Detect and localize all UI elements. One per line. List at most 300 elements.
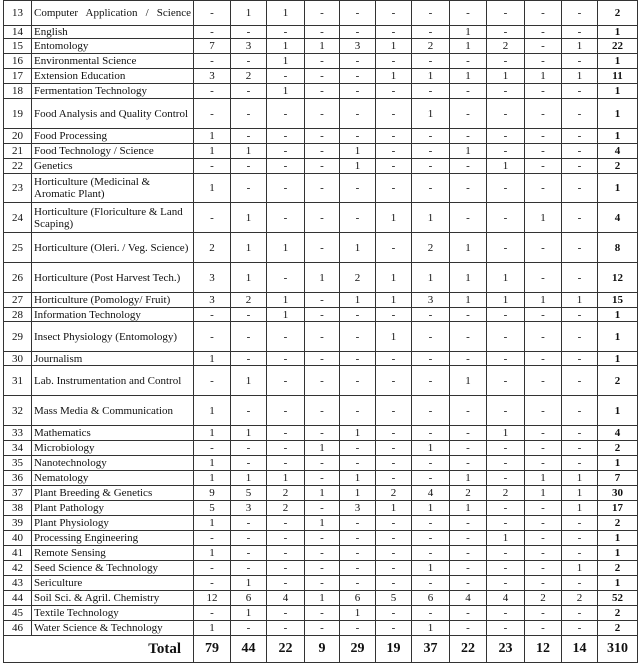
count-cell: - xyxy=(305,144,340,159)
subject-name: Plant Breeding & Genetics xyxy=(32,486,194,501)
count-cell: - xyxy=(525,1,562,26)
count-cell: - xyxy=(340,174,376,203)
count-cell: - xyxy=(525,606,562,621)
count-cell: 1 xyxy=(340,159,376,174)
total-count-cell: 19 xyxy=(376,636,412,663)
count-cell: - xyxy=(450,621,487,636)
count-cell: - xyxy=(412,322,450,352)
table-row xyxy=(4,591,638,606)
count-cell: - xyxy=(376,546,412,561)
count-cell: - xyxy=(376,561,412,576)
count-cell: - xyxy=(305,69,340,84)
count-cell: - xyxy=(562,174,598,203)
count-cell: - xyxy=(376,1,412,26)
count-cell: - xyxy=(194,84,231,99)
row-total: 22 xyxy=(598,39,638,54)
count-cell: 1 xyxy=(231,203,267,233)
row-number: 41 xyxy=(4,546,32,561)
count-cell: - xyxy=(450,352,487,366)
count-cell: 1 xyxy=(412,501,450,516)
row-total: 1 xyxy=(598,54,638,69)
count-cell: - xyxy=(487,233,525,263)
count-cell: - xyxy=(340,26,376,39)
count-cell: 1 xyxy=(487,293,525,308)
count-cell: - xyxy=(412,531,450,546)
count-cell: - xyxy=(305,203,340,233)
count-cell: - xyxy=(562,308,598,322)
count-cell: 1 xyxy=(376,39,412,54)
row-number: 36 xyxy=(4,471,32,486)
count-cell: - xyxy=(562,516,598,531)
count-cell: 1 xyxy=(525,293,562,308)
count-cell: - xyxy=(412,366,450,396)
count-cell: - xyxy=(376,129,412,144)
count-cell: - xyxy=(487,308,525,322)
row-number: 37 xyxy=(4,486,32,501)
row-number: 44 xyxy=(4,591,32,606)
count-cell: 1 xyxy=(267,84,305,99)
table-row xyxy=(4,99,638,129)
count-cell: - xyxy=(525,159,562,174)
row-total: 30 xyxy=(598,486,638,501)
count-cell: - xyxy=(231,531,267,546)
count-cell: 1 xyxy=(562,486,598,501)
count-cell: - xyxy=(376,144,412,159)
count-cell: - xyxy=(487,366,525,396)
count-cell: - xyxy=(340,84,376,99)
count-cell: - xyxy=(305,293,340,308)
count-cell: - xyxy=(376,174,412,203)
count-cell: 1 xyxy=(412,203,450,233)
total-count-cell: 37 xyxy=(412,636,450,663)
row-total: 4 xyxy=(598,144,638,159)
count-cell: - xyxy=(450,84,487,99)
count-cell: - xyxy=(525,501,562,516)
count-cell: 1 xyxy=(487,69,525,84)
count-cell: - xyxy=(412,576,450,591)
count-cell: - xyxy=(487,546,525,561)
total-count-cell: 12 xyxy=(525,636,562,663)
subject-name: Plant Pathology xyxy=(32,501,194,516)
count-cell: - xyxy=(267,621,305,636)
count-cell: - xyxy=(525,352,562,366)
count-cell: - xyxy=(305,26,340,39)
subject-name: Mass Media & Communication xyxy=(32,396,194,426)
count-cell: - xyxy=(194,531,231,546)
count-cell: - xyxy=(305,471,340,486)
count-cell: 1 xyxy=(450,26,487,39)
count-cell: 1 xyxy=(231,606,267,621)
count-cell: - xyxy=(194,322,231,352)
count-cell: - xyxy=(340,576,376,591)
count-cell: - xyxy=(450,54,487,69)
row-number: 21 xyxy=(4,144,32,159)
count-cell: - xyxy=(340,441,376,456)
count-cell: - xyxy=(525,322,562,352)
table-row xyxy=(4,396,638,426)
row-total: 11 xyxy=(598,69,638,84)
discipline-table xyxy=(3,0,638,663)
row-total: 1 xyxy=(598,456,638,471)
count-cell: 1 xyxy=(487,263,525,293)
count-cell: 1 xyxy=(194,546,231,561)
table-row xyxy=(4,531,638,546)
count-cell: - xyxy=(487,352,525,366)
total-count-cell: 44 xyxy=(231,636,267,663)
count-cell: - xyxy=(305,233,340,263)
table-row xyxy=(4,129,638,144)
count-cell: 2 xyxy=(450,486,487,501)
count-cell: - xyxy=(305,99,340,129)
count-cell: - xyxy=(450,396,487,426)
count-cell: - xyxy=(525,561,562,576)
count-cell: 2 xyxy=(487,486,525,501)
count-cell: - xyxy=(487,174,525,203)
count-cell: 1 xyxy=(412,441,450,456)
count-cell: - xyxy=(305,308,340,322)
row-number: 42 xyxy=(4,561,32,576)
count-cell: 1 xyxy=(376,203,412,233)
count-cell: 2 xyxy=(231,293,267,308)
count-cell: 1 xyxy=(267,39,305,54)
count-cell: - xyxy=(525,129,562,144)
row-number: 15 xyxy=(4,39,32,54)
count-cell: - xyxy=(412,54,450,69)
count-cell: 4 xyxy=(412,486,450,501)
count-cell: - xyxy=(562,233,598,263)
count-cell: - xyxy=(525,531,562,546)
count-cell: - xyxy=(231,621,267,636)
count-cell: 3 xyxy=(231,501,267,516)
table-row xyxy=(4,308,638,322)
table-row xyxy=(4,203,638,233)
count-cell: - xyxy=(487,54,525,69)
count-cell: - xyxy=(267,576,305,591)
count-cell: - xyxy=(267,396,305,426)
row-total: 1 xyxy=(598,531,638,546)
row-total: 1 xyxy=(598,352,638,366)
count-cell: 6 xyxy=(412,591,450,606)
count-cell: - xyxy=(194,606,231,621)
subject-name: Soil Sci. & Agril. Chemistry xyxy=(32,591,194,606)
subject-name: Textile Technology xyxy=(32,606,194,621)
count-cell: - xyxy=(525,26,562,39)
count-cell: 3 xyxy=(194,263,231,293)
count-cell: 1 xyxy=(194,129,231,144)
row-total: 1 xyxy=(598,396,638,426)
subject-name: Processing Engineering xyxy=(32,531,194,546)
count-cell: - xyxy=(340,516,376,531)
subject-name: Mathematics xyxy=(32,426,194,441)
count-cell: - xyxy=(340,531,376,546)
count-cell: - xyxy=(340,54,376,69)
count-cell: 1 xyxy=(194,396,231,426)
count-cell: 1 xyxy=(487,159,525,174)
subject-name: Horticulture (Pomology/ Fruit) xyxy=(32,293,194,308)
count-cell: - xyxy=(562,546,598,561)
count-cell: - xyxy=(562,54,598,69)
row-total: 12 xyxy=(598,263,638,293)
count-cell: 1 xyxy=(376,293,412,308)
row-number: 33 xyxy=(4,426,32,441)
count-cell: - xyxy=(450,99,487,129)
count-cell: 1 xyxy=(562,561,598,576)
table-row xyxy=(4,144,638,159)
count-cell: 3 xyxy=(412,293,450,308)
count-cell: - xyxy=(267,516,305,531)
table-row xyxy=(4,426,638,441)
count-cell: - xyxy=(525,366,562,396)
count-cell: 1 xyxy=(450,233,487,263)
subject-name: Entomology xyxy=(32,39,194,54)
count-cell: - xyxy=(340,546,376,561)
count-cell: - xyxy=(376,531,412,546)
count-cell: 3 xyxy=(340,39,376,54)
count-cell: - xyxy=(450,159,487,174)
count-cell: - xyxy=(305,352,340,366)
document-page xyxy=(3,0,637,663)
count-cell: - xyxy=(562,606,598,621)
count-cell: 1 xyxy=(450,69,487,84)
count-cell: 1 xyxy=(194,144,231,159)
count-cell: 1 xyxy=(412,621,450,636)
count-cell: - xyxy=(340,561,376,576)
count-cell: - xyxy=(340,69,376,84)
table-row xyxy=(4,84,638,99)
count-cell: - xyxy=(562,621,598,636)
total-count-cell: 9 xyxy=(305,636,340,663)
count-cell: - xyxy=(487,621,525,636)
total-row xyxy=(4,636,638,663)
row-number: 29 xyxy=(4,322,32,352)
count-cell: 1 xyxy=(450,263,487,293)
table-row xyxy=(4,486,638,501)
count-cell: - xyxy=(231,84,267,99)
count-cell: 2 xyxy=(487,39,525,54)
count-cell: - xyxy=(376,366,412,396)
subject-name: Microbiology xyxy=(32,441,194,456)
count-cell: - xyxy=(562,531,598,546)
row-number: 16 xyxy=(4,54,32,69)
table-row xyxy=(4,26,638,39)
count-cell: - xyxy=(340,1,376,26)
count-cell: - xyxy=(376,84,412,99)
count-cell: - xyxy=(450,174,487,203)
count-cell: - xyxy=(487,99,525,129)
row-total: 1 xyxy=(598,99,638,129)
count-cell: - xyxy=(562,426,598,441)
subject-name: English xyxy=(32,26,194,39)
count-cell: 3 xyxy=(231,39,267,54)
row-total: 1 xyxy=(598,576,638,591)
count-cell: 5 xyxy=(231,486,267,501)
count-cell: 6 xyxy=(340,591,376,606)
count-cell: - xyxy=(450,322,487,352)
subject-name: Sericulture xyxy=(32,576,194,591)
count-cell: - xyxy=(562,99,598,129)
count-cell: 1 xyxy=(194,456,231,471)
count-cell: - xyxy=(412,426,450,441)
row-total: 2 xyxy=(598,1,638,26)
count-cell: - xyxy=(267,203,305,233)
count-cell: - xyxy=(562,263,598,293)
count-cell: - xyxy=(487,471,525,486)
subject-name: Nanotechnology xyxy=(32,456,194,471)
count-cell: - xyxy=(340,366,376,396)
count-cell: 12 xyxy=(194,591,231,606)
count-cell: 1 xyxy=(305,591,340,606)
count-cell: - xyxy=(340,621,376,636)
count-cell: 1 xyxy=(194,352,231,366)
count-cell: 1 xyxy=(487,426,525,441)
count-cell: - xyxy=(412,456,450,471)
count-cell: - xyxy=(376,471,412,486)
count-cell: - xyxy=(412,144,450,159)
count-cell: - xyxy=(231,159,267,174)
count-cell: 2 xyxy=(376,486,412,501)
subject-name: Horticulture (Medicinal & Aromatic Plant) xyxy=(32,174,194,203)
count-cell: - xyxy=(376,159,412,174)
count-cell: 1 xyxy=(412,263,450,293)
table-row xyxy=(4,456,638,471)
row-total: 1 xyxy=(598,174,638,203)
count-cell: - xyxy=(525,456,562,471)
count-cell: - xyxy=(562,159,598,174)
subject-name: Water Science & Technology xyxy=(32,621,194,636)
subject-name: Horticulture (Post Harvest Tech.) xyxy=(32,263,194,293)
count-cell: 6 xyxy=(231,591,267,606)
row-total: 4 xyxy=(598,426,638,441)
row-total: 15 xyxy=(598,293,638,308)
count-cell: - xyxy=(525,308,562,322)
count-cell: 1 xyxy=(194,516,231,531)
count-cell: - xyxy=(487,203,525,233)
row-number: 13 xyxy=(4,1,32,26)
row-number: 45 xyxy=(4,606,32,621)
count-cell: - xyxy=(562,129,598,144)
count-cell: - xyxy=(340,308,376,322)
count-cell: - xyxy=(450,308,487,322)
count-cell: - xyxy=(340,129,376,144)
table-row xyxy=(4,546,638,561)
count-cell: - xyxy=(267,352,305,366)
count-cell: - xyxy=(231,322,267,352)
count-cell: - xyxy=(231,456,267,471)
count-cell: - xyxy=(340,203,376,233)
total-count-cell: 14 xyxy=(562,636,598,663)
count-cell: - xyxy=(525,233,562,263)
count-cell: - xyxy=(231,561,267,576)
row-total: 2 xyxy=(598,366,638,396)
count-cell: 9 xyxy=(194,486,231,501)
count-cell: - xyxy=(450,516,487,531)
row-total: 2 xyxy=(598,561,638,576)
count-cell: - xyxy=(525,621,562,636)
count-cell: 1 xyxy=(340,486,376,501)
count-cell: - xyxy=(412,606,450,621)
count-cell: - xyxy=(194,1,231,26)
subject-name: Environmental Science xyxy=(32,54,194,69)
count-cell: - xyxy=(305,174,340,203)
count-cell: - xyxy=(562,203,598,233)
count-cell: - xyxy=(487,26,525,39)
row-number: 25 xyxy=(4,233,32,263)
count-cell: - xyxy=(562,352,598,366)
count-cell: - xyxy=(376,516,412,531)
row-total: 1 xyxy=(598,26,638,39)
subject-name: Food Technology / Science xyxy=(32,144,194,159)
count-cell: - xyxy=(340,99,376,129)
count-cell: 1 xyxy=(340,606,376,621)
count-cell: - xyxy=(267,426,305,441)
count-cell: - xyxy=(562,366,598,396)
count-cell: 3 xyxy=(340,501,376,516)
count-cell: 1 xyxy=(231,366,267,396)
count-cell: - xyxy=(305,1,340,26)
count-cell: - xyxy=(376,233,412,263)
row-total: 1 xyxy=(598,322,638,352)
count-cell: 1 xyxy=(340,144,376,159)
count-cell: - xyxy=(267,26,305,39)
count-cell: - xyxy=(450,561,487,576)
count-cell: 4 xyxy=(487,591,525,606)
count-cell: - xyxy=(267,456,305,471)
table-row xyxy=(4,174,638,203)
count-cell: - xyxy=(305,621,340,636)
count-cell: - xyxy=(305,501,340,516)
count-cell: 1 xyxy=(376,322,412,352)
subject-name: Plant Physiology xyxy=(32,516,194,531)
count-cell: - xyxy=(231,396,267,426)
count-cell: - xyxy=(376,441,412,456)
count-cell: - xyxy=(267,366,305,396)
subject-name: Seed Science & Technology xyxy=(32,561,194,576)
table-row xyxy=(4,263,638,293)
count-cell: 1 xyxy=(525,486,562,501)
count-cell: - xyxy=(267,441,305,456)
count-cell: - xyxy=(487,144,525,159)
count-cell: - xyxy=(305,606,340,621)
count-cell: 1 xyxy=(231,1,267,26)
count-cell: - xyxy=(194,441,231,456)
count-cell: 1 xyxy=(525,203,562,233)
count-cell: - xyxy=(305,129,340,144)
count-cell: 1 xyxy=(376,263,412,293)
count-cell: - xyxy=(376,396,412,426)
count-cell: - xyxy=(305,456,340,471)
count-cell: 1 xyxy=(305,39,340,54)
count-cell: 1 xyxy=(194,471,231,486)
count-cell: - xyxy=(231,26,267,39)
count-cell: 1 xyxy=(562,471,598,486)
row-total: 17 xyxy=(598,501,638,516)
count-cell: - xyxy=(525,99,562,129)
count-cell: 2 xyxy=(525,591,562,606)
count-cell: - xyxy=(450,203,487,233)
count-cell: - xyxy=(305,396,340,426)
count-cell: - xyxy=(194,576,231,591)
count-cell: - xyxy=(412,129,450,144)
row-total: 2 xyxy=(598,606,638,621)
subject-name: Genetics xyxy=(32,159,194,174)
count-cell: - xyxy=(231,546,267,561)
count-cell: - xyxy=(194,54,231,69)
count-cell: - xyxy=(267,69,305,84)
count-cell: - xyxy=(412,174,450,203)
count-cell: - xyxy=(340,322,376,352)
count-cell: 1 xyxy=(267,1,305,26)
table-row xyxy=(4,366,638,396)
